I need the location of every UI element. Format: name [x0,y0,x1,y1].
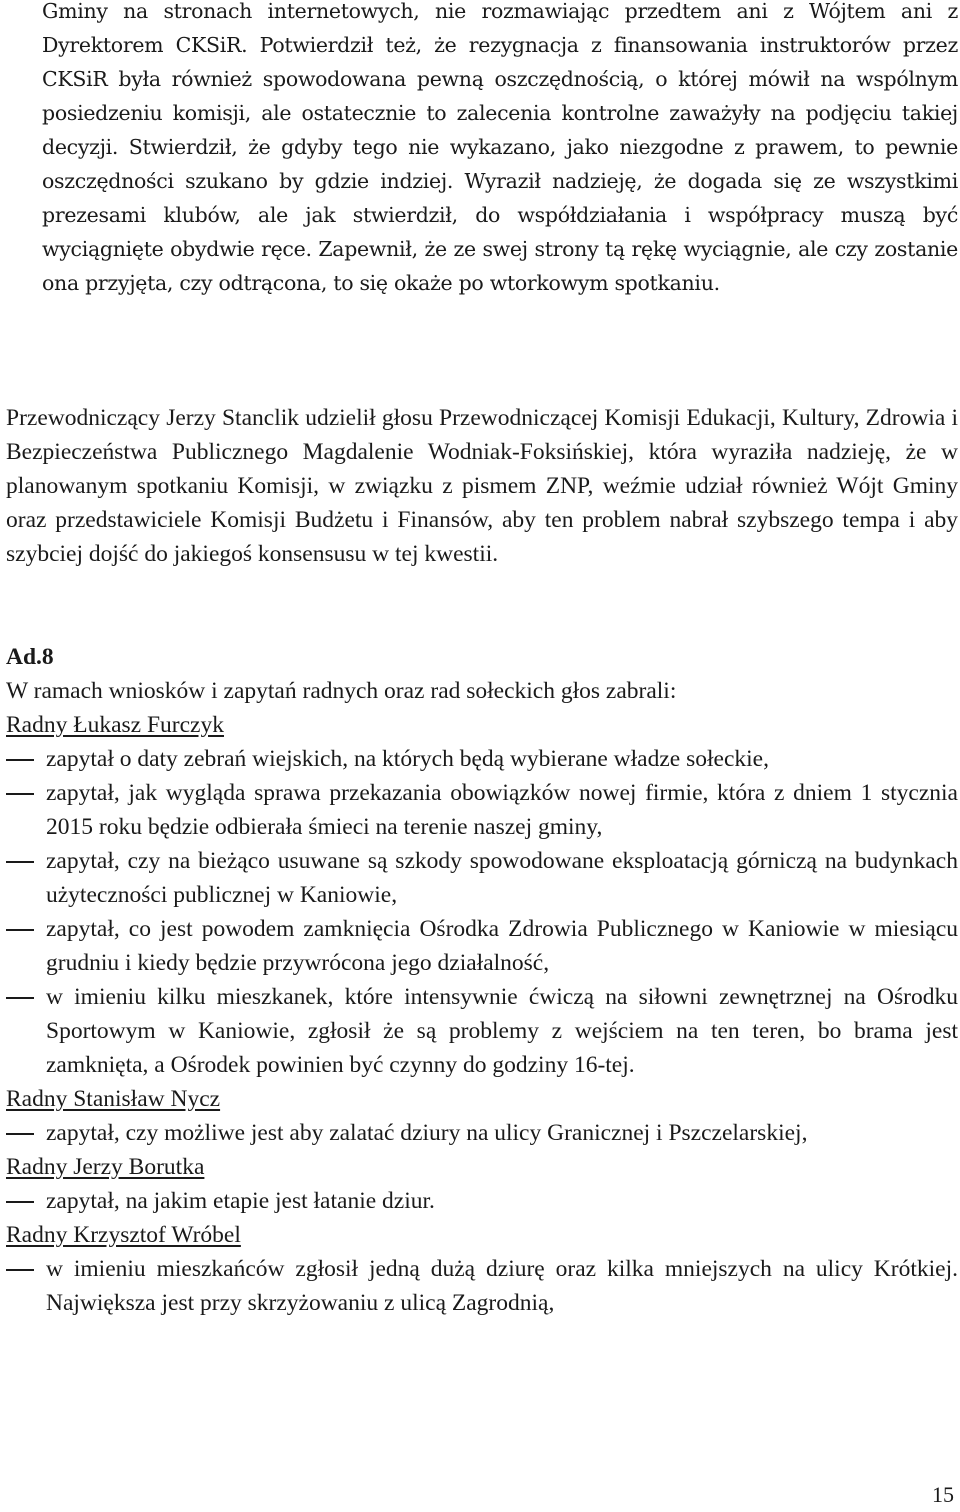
list-item [6,1116,958,1150]
list-item-text: zapytał, na jakim etapie jest łatanie dziur. [46,1188,435,1214]
dash-bullet [6,1201,34,1203]
speaker-name: Radny Jerzy Borutka [6,1154,205,1180]
list-item [6,912,958,980]
list-item-text: zapytał, czy możliwe jest aby zalatać dziury na ulicy Granicznej i Pszczelarskiej, [46,1120,808,1146]
speaker-name: Radny Łukasz Furczyk [6,712,224,738]
list-item [6,844,958,912]
section-heading: Ad.8 [6,644,54,670]
speaker-block [6,1082,958,1150]
page-number: 15 [932,1482,954,1507]
list-item-text: zapytał, co jest powodem zamknięcia Ośrodka Zdrowia Publicznego w Kaniowie w miesiącu grudniu i kiedy będzie przywrócona jego działalność, [46,916,958,976]
section-ad8 [6,640,958,1320]
list-item-text: zapytał o daty zebrań wiejskich, na których będą wybierane władze sołeckie, [46,746,769,772]
list-item [6,742,958,776]
list-item [6,776,958,844]
dash-bullet [6,929,34,931]
dash-bullet [6,1133,34,1135]
speaker-block [6,708,958,1082]
speaker-name: Radny Stanisław Nycz [6,1086,221,1112]
list-item-text: zapytał, czy na bieżąco usuwane są szkody spowodowane eksploatacją górniczą na budynkach użyteczności publicznej w Kaniowie, [46,848,958,908]
dash-bullet [6,759,34,761]
paragraph-committee-chair: Przewodniczący Jerzy Stanclik udzielił głosu Przewodniczącej Komisji Edukacji, Kultury, Zdrowia i Bezpieczeństwa Publicznego Magdalenie Wodniak-Foksińskiej, która wyraziła nadzieję, że w planowanym spotkaniu Komisji, w związku z pismem ZNP, weźmie udział również Wójt Gminy oraz przedstawiciele Komisji Budżetu i Finansów, aby ten problem nabrał szybszego tempa i aby szybciej dojść do jakiegoś konsensusu w tej kwestii. [6,405,958,567]
section-intro: W ramach wniosków i zapytań radnych oraz rad sołeckich głos zabrali: [6,678,677,704]
dash-bullet [6,793,34,795]
paragraph-cksir-statement: Gminy na stronach internetowych, nie rozmawiając przedtem ani z Wójtem ani z Dyrektorem CKSiR. Potwierdził też, że rezygnacja z finansowania instruktorów przez CKSiR była również spowodowana pewną oszczędnością, o której mówił na wspólnym posiedzeniu komisji, ale ostatecznie to zalecenia kontrolne zaważyły na podjęciu takiej decyzji. Stwierdził, że gdyby tego nie wykazano, jako niezgodne z prawem, to pewnie oszczędności szukano by gdzie indziej. Wyraził nadzieję, że dogada się ze wszystkimi prezesami klubów, ale jak stwierdził, do współdziałania i współpracy muszą być wyciągnięte obydwie ręce. Zapewnił, że ze swej strony tą rękę wyciągnie, ale czy zostanie ona przyjęta, czy odtrącona, to się okaże po wtorkowym spotkaniu. [42,0,958,295]
dash-bullet [6,861,34,863]
list-item [6,1184,958,1218]
speaker-block [6,1150,958,1218]
speaker-block [6,1218,958,1320]
dash-bullet [6,997,34,999]
list-item-text: w imieniu mieszkańców zgłosił jedną dużą dziurę oraz kilka mniejszych na ulicy Krótkiej. Największa jest przy skrzyżowaniu z ulicą Zagrodnią, [46,1256,958,1316]
list-item-text: w imieniu kilku mieszkanek, które intensywnie ćwiczą na siłowni zewnętrznej na Ośrodku Sportowym w Kaniowie, zgłosił że są problemy z wejściem na ten teren, bo brama jest zamknięta, a Ośrodek powinien być czynny do godziny 16-tej. [46,984,958,1078]
list-item [6,1252,958,1320]
list-item [6,980,958,1082]
list-item-text: zapytał, jak wygląda sprawa przekazania obowiązków nowej firmie, która z dniem 1 stycznia 2015 roku będzie odbierała śmieci na terenie naszej gminy, [46,780,958,840]
dash-bullet [6,1269,34,1271]
speaker-name: Radny Krzysztof Wróbel [6,1222,241,1248]
